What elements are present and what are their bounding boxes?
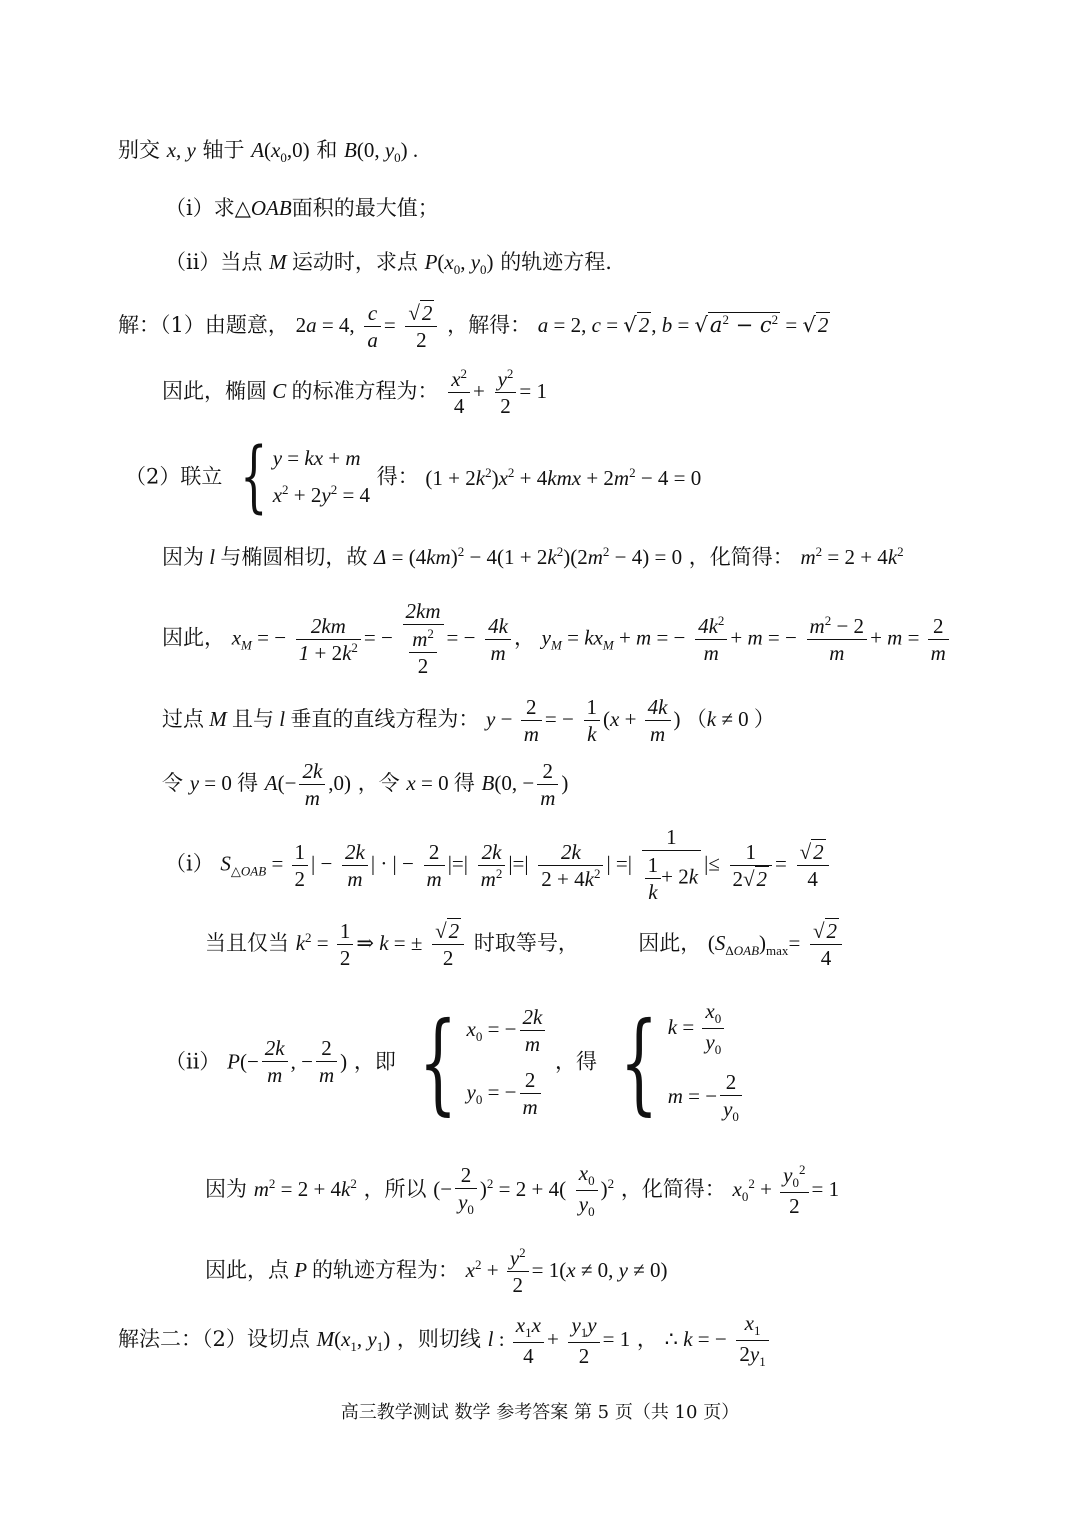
tangent-condition: 因为 l 与椭圆相切，故 $\Delta = (4km)^2 - 4(1 + 2k^2)(2m^2 - 4) = 0$ ，化简得： $m^2 = 2 + 4k^2$ — [162, 544, 904, 569]
equality-condition: 当且仅当 $k^2$ = $\frac{1}{2}$ ⇒ k = ± $\frac{√2}{2}$ 时取等号， 因此， $(S_{\Delta OAB})_{max}=$ $\frac{√2}{4}$ — [205, 918, 845, 971]
solution-1: 解：（1）由题意， 2a = 4, $\frac{c}{a}$ = $\frac{√2}{2}$ ，解得： a = 2, c = √2, $b = √a^2 - c^2 = √2$ — [118, 301, 829, 353]
question-ii: （ii）当点 M 运动时，求点 $P(x_0$, $y_0$) 的轨迹方程. — [165, 250, 612, 277]
part-2-system: （2）联立 { y = kx + m $x^2 + 2y^2 = 4$ 得： $(1 + 2k^2)x^2 + 4kmx + 2m^2 - 4 = 0$ — [125, 432, 702, 522]
substitution: 因为 $m^2 = 2 + 4k^2$ ，所以 (− $\frac{2}{y_0}$ )$^2$ = 2 + 4( $\frac{x_0}{y_0}$ )$^2$ ，化简得： $x_0^2$ + $\frac{y_0^2}{2}$ = 1 — [205, 1161, 840, 1219]
page-footer: 高三教学测试 数学 参考答案 第 5 页（共 10 页） — [340, 1402, 740, 1423]
intercepts: 令 y = 0 得 A(− $\frac{2k}{m}$ ,0) ，令 x = 0 得 B(0, − $\frac{2}{m}$ ) — [162, 759, 569, 811]
trajectory-equation: 因此，点 P 的轨迹方程为： $x^2$ + $\frac{y^2}{2}$ = 1(x ≠ 0, y ≠ 0) — [205, 1245, 668, 1298]
point-m-coordinates: 因此， $x_M$ = − $\frac{2km}{1 + 2k^2}$ = − $\frac{2km}{\frac{m^2}{2}}$ = − $\frac{4k}{m}$ ， $y_M = kx_M + m$ = − $\frac{4k^2}{m}$ + m = − $\frac{m^2 - 2}{m}$ + m = $\frac{2}{m}$ — [162, 598, 952, 680]
perpendicular-line: 过点 M 且与 l 垂直的直线方程为： y − $\frac{2}{m}$ = − $\frac{1}{k}$ (x + $\frac{4k}{m}$ ) （k ≠ 0 ） — [162, 695, 775, 747]
alternative-method: 解法二：（2）设切点 $M(x_1$, $y_1$) ，则切线 l : $\frac{x_1x}{4}$ + $\frac{y_1y}{2}$ = 1 ， ∴ k = − $\frac{x_1}{2y_1}$ — [118, 1310, 772, 1371]
area-expression: （i） $S_{\triangle OAB}$ = $\frac{1}{2}$ | − $\frac{2k}{m}$ | · | − $\frac{2}{m}$ |=| $\frac{2k}{m^2}$ |=| $\frac{2k}{2 + 4k^2}$ | =| 1 $\frac{1}{k}$ + 2k |≤ $\frac{1}{2√2}$ = $\frac{√2}{4}$ — [165, 824, 832, 906]
trajectory-system: （ii） P(− $\frac{2k}{m}$ , − $\frac{2}{m}$ ) ，即 { $x_0$ = − $\frac{2k}{m}$ $y_0$ = − $\frac{2}{m}$ ，得 { k = $\frac{x_0}{y_0}$ m = − $\frac{2}{y_0}$ — [165, 998, 745, 1126]
intro-line: 别交 x, y 轴于 $A(x_0,0)$ 和 B(0, $y_0$) . — [118, 138, 419, 165]
question-i: （i）求△OAB面积的最大值； — [165, 196, 439, 220]
standard-equation: 因此，椭圆 C 的标准方程为： $\frac{x^2}{4}$ + $\frac{y^2}{2}$ = 1 — [162, 366, 547, 419]
